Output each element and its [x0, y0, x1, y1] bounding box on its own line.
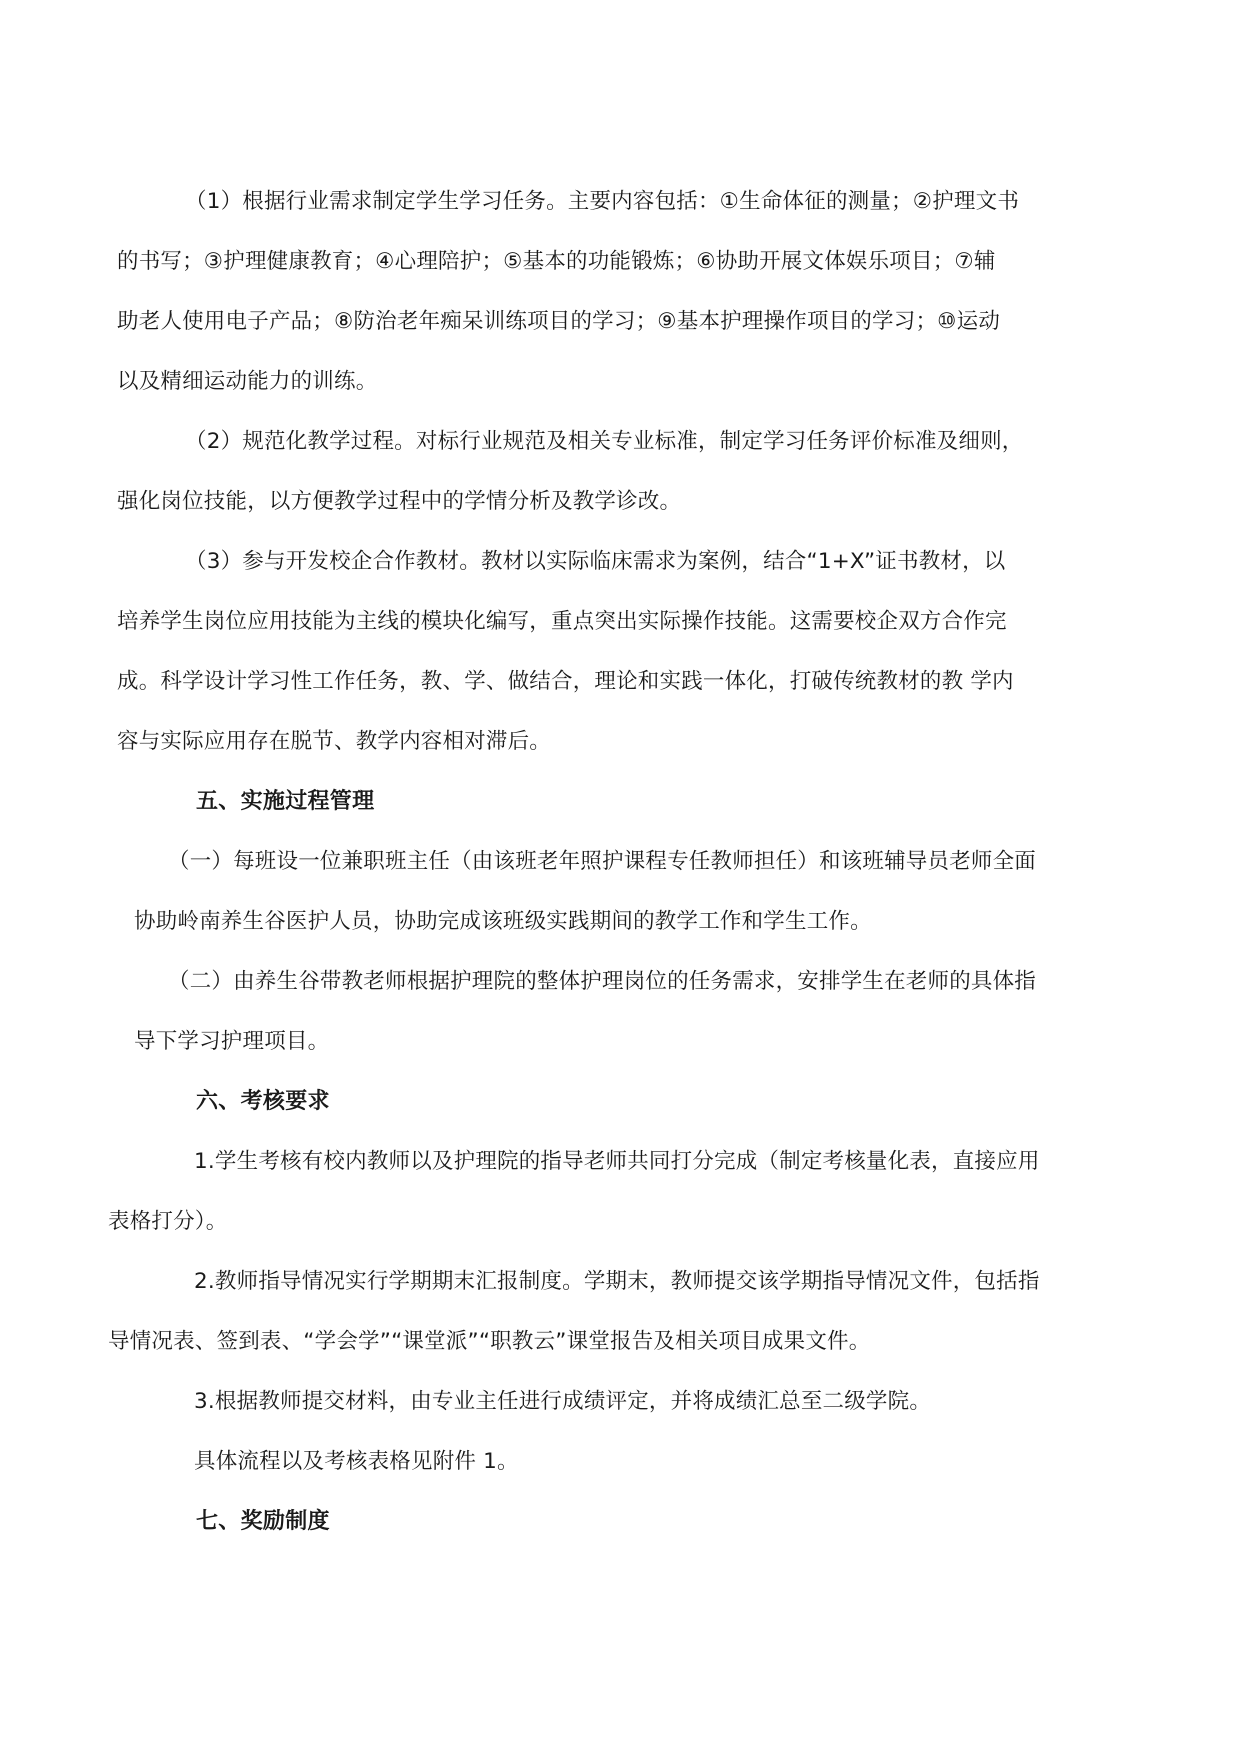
paragraph-assessment-1 [108, 1132, 1093, 1252]
paragraph-learning-tasks [117, 172, 1093, 412]
text-line: 助老人使用电子产品；⑧防治老年痴呆训练项目的学习；⑨基本护理操作项目的学习；⑩运动 [117, 309, 1001, 334]
section-heading-reward-system: 七、奖励制度 [196, 1509, 330, 1534]
text-line: （1）根据行业需求制定学生学习任务。主要内容包括：①生命体征的测量；②护理文书 [185, 189, 1020, 214]
section-heading-assessment: 六、考核要求 [196, 1089, 330, 1114]
paragraph-mentor-arrangement [134, 952, 1093, 1072]
text-line: 培养学生岗位应用技能为主线的模块化编写，重点突出实际操作技能。这需要校企双方合作完 [117, 609, 1007, 634]
text-line: 具体流程以及考核表格见附件 1。 [194, 1449, 519, 1474]
text-line: 容与实际应用存在脱节、教学内容相对滞后。 [117, 729, 552, 754]
text-line: 3.根据教师提交材料，由专业主任进行成绩评定，并将成绩汇总至二级学院。 [194, 1389, 932, 1414]
text-line: 表格打分）。 [108, 1209, 228, 1234]
text-line: 1.学生考核有校内教师以及护理院的指导老师共同打分完成（制定考核量化表，直接应用 [194, 1149, 1040, 1174]
document-body [108, 172, 1093, 1552]
paragraph-textbook-development [117, 532, 1093, 772]
paragraph-assessment-2 [108, 1252, 1093, 1372]
text-line: 导情况表、签到表、“学会学”“课堂派”“职教云”课堂报告及相关项目成果文件。 [108, 1329, 871, 1354]
text-line: 强化岗位技能，以方便教学过程中的学情分析及教学诊改。 [117, 489, 682, 514]
paragraph-assessment-3 [151, 1372, 1093, 1432]
text-line: 成。科学设计学习性工作任务，教、学、做结合，理论和实践一体化，打破传统教材的教 学内 [117, 669, 1014, 694]
text-line: 协助岭南养生谷医护人员，协助完成该班级实践期间的教学工作和学生工作。 [134, 909, 872, 934]
paragraph-attachment-note [151, 1432, 1093, 1492]
paragraph-class-teacher [134, 832, 1093, 952]
text-line: （3）参与开发校企合作教材。教材以实际临床需求为案例，结合“1+X”证书教材，以 [185, 549, 1006, 574]
text-line: （2）规范化教学过程。对标行业规范及相关专业标准，制定学习任务评价标准及细则， [185, 429, 1024, 454]
text-line: （一）每班设一位兼职班主任（由该班老年照护课程专任教师担任）和该班辅导员老师全面 [168, 849, 1037, 874]
text-line: （二）由养生谷带教老师根据护理院的整体护理岗位的任务需求，安排学生在老师的具体指 [168, 969, 1037, 994]
text-line: 导下学习护理项目。 [134, 1029, 330, 1054]
text-line: 2.教师指导情况实行学期期末汇报制度。学期末，教师提交该学期指导情况文件，包括指 [194, 1269, 1040, 1294]
text-line: 以及精细运动能力的训练。 [117, 369, 378, 394]
text-line: 的书写；③护理健康教育；④心理陪护；⑤基本的功能锻炼；⑥协助开展文体娱乐项目；⑦辅 [117, 249, 996, 274]
section-heading-process-management: 五、实施过程管理 [196, 789, 375, 814]
paragraph-standardized-teaching [117, 412, 1093, 532]
